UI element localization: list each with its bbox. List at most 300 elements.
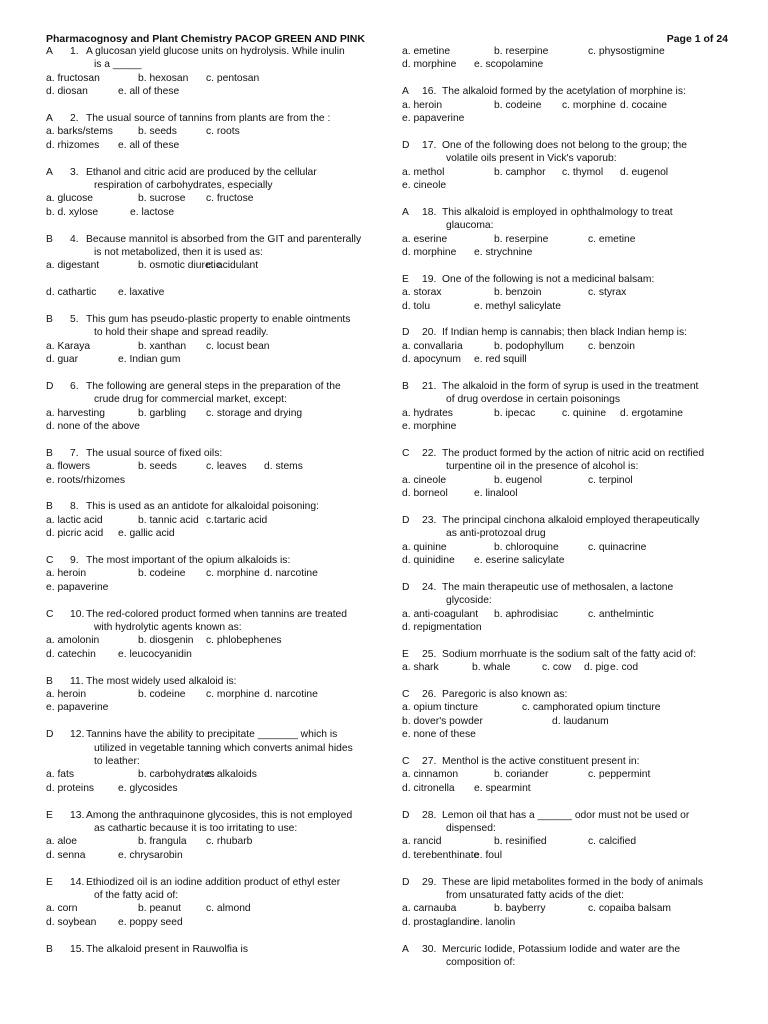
question-text: Paregoric is also known as: (442, 689, 568, 700)
question-text: composition of: (446, 956, 516, 968)
answer-option: b. resinified (494, 836, 547, 848)
answer-option: b. seeds (138, 126, 177, 138)
option-row (402, 179, 742, 192)
question-text: The alkaloid present in Rauwolfia is (86, 943, 248, 955)
answer-option: a. lactic acid (46, 514, 103, 526)
question-item (402, 85, 742, 125)
question-text: These are lipid metabolites formed in the body of animals (442, 876, 703, 888)
answer-option: d. citronella (402, 782, 455, 794)
option-row (402, 902, 742, 915)
answer-option: e. eserine salicylate (474, 555, 565, 567)
answer-option: a. emetine (402, 46, 451, 57)
option-row (402, 782, 742, 795)
question-number: 8. (70, 501, 79, 513)
answer-option: b. dover's powder (402, 715, 483, 727)
question-item (402, 581, 742, 635)
question-item (402, 206, 742, 260)
answer-option: b. osmotic diuretic (138, 260, 221, 272)
answer-option: a. storax (402, 287, 442, 299)
answer-option: a. shark (402, 662, 439, 674)
answer-option: d. guar (46, 354, 79, 366)
option-row (402, 715, 742, 728)
answer-option: c. thymol (562, 166, 604, 178)
question-item (402, 273, 742, 313)
option-row (402, 621, 742, 634)
option-row (402, 728, 742, 741)
answer-option: b. camphor (494, 166, 546, 178)
answer-option: c. morphine (562, 99, 616, 111)
answer-option: d. ergotamine (620, 407, 683, 419)
answer-option: d. rhizomes (46, 139, 100, 151)
answer-option: e. cineole (402, 179, 447, 191)
answer-option: e. foul (474, 849, 503, 861)
question-item (402, 648, 742, 675)
option-row (46, 514, 386, 527)
answer-key: A (402, 206, 409, 218)
answer-option: c. peppermint (588, 769, 651, 781)
answer-option: a. flowers (46, 461, 91, 473)
option-row (402, 768, 742, 781)
answer-key: D (46, 380, 54, 392)
answer-option: c. roots (206, 126, 240, 138)
answer-option: c. benzoin (588, 340, 635, 352)
question-number: 30. (422, 943, 437, 955)
question-number: 11. (70, 675, 84, 687)
answer-option: e. linalool (474, 488, 518, 500)
question-item (402, 688, 742, 742)
question-text: of the fatty acid of: (94, 889, 179, 901)
answer-key: E (402, 273, 409, 285)
answer-option: c. cow (542, 662, 572, 674)
question-text: Ethiodized oil is an iodine addition product of ethyl ester (86, 876, 341, 888)
answer-option: b. codeine (138, 568, 186, 580)
answer-option: e. papaverine (46, 581, 109, 593)
answer-option: b. hexosan (138, 72, 189, 84)
answer-option: c. quinine (562, 407, 607, 419)
option-row (46, 634, 386, 647)
option-row (46, 72, 386, 85)
question-text: Lemon oil that has a ______ odor must not be used or (442, 809, 690, 821)
option-row (402, 701, 742, 714)
question-number: 27. (422, 755, 437, 767)
answer-option: a. glucose (46, 193, 93, 205)
question-text: One of the following does not belong to the group; the (442, 139, 688, 151)
answer-option: d. catechin (46, 648, 96, 660)
answer-key: C (402, 689, 410, 700)
question-number: 9. (70, 555, 79, 567)
question-number: 24. (422, 581, 437, 593)
answer-option: b. benzoin (494, 287, 542, 299)
answer-option: a. rancid (402, 836, 442, 848)
question-text: The alkaloid formed by the acetylation of morphine is: (442, 86, 686, 98)
answer-option: a. fructosan (46, 72, 100, 84)
answer-option: e. strychnine (474, 246, 533, 258)
question-text: The most important of the opium alkaloids is: (86, 555, 291, 567)
left-column (46, 45, 386, 969)
option-row (46, 340, 386, 353)
answer-option: c. morphine (206, 568, 260, 580)
question-text: glycoside: (446, 595, 492, 607)
option-row (402, 916, 742, 929)
question-text: to leather: (94, 756, 140, 767)
question-item (46, 166, 386, 220)
answer-option: b. garbling (138, 407, 187, 419)
answer-option: b. podophyllum (494, 340, 564, 352)
answer-option: d. apocynum (402, 354, 461, 366)
answer-option: c. quinacrine (588, 541, 647, 553)
option-row (402, 340, 742, 353)
question-text: glaucoma: (446, 220, 494, 232)
question-item (46, 608, 386, 662)
answer-option: b. sucrose (138, 193, 186, 205)
option-row (46, 835, 386, 848)
question-text: to hold their shape and spread readily. (94, 327, 269, 339)
option-row (46, 527, 386, 540)
question-number: 14. (70, 876, 85, 888)
answer-option: e. leucocyanidin (118, 648, 192, 660)
answer-key: C (46, 555, 54, 567)
answer-option: b. codeine (494, 99, 542, 111)
answer-option: e. glycosides (118, 782, 178, 794)
answer-option: d. none of the above (46, 421, 140, 433)
option-row (46, 902, 386, 915)
question-text: The following are general steps in the preparation of the (86, 380, 341, 392)
answer-option: d. narcotine (264, 568, 318, 580)
answer-option: a. aloe (46, 836, 77, 848)
question-item (46, 675, 386, 715)
question-text: dispensed: (446, 822, 496, 834)
question-text: volatile oils present in Vick's vaporub: (446, 153, 617, 165)
option-row (402, 233, 742, 246)
question-text: is not metabolized, then it is used as: (94, 246, 263, 258)
answer-option: a. quinine (402, 541, 447, 553)
answer-option: c. emetine (588, 233, 636, 245)
question-item (402, 326, 742, 366)
question-number: 28. (422, 809, 437, 821)
answer-option: e. lactose (130, 206, 175, 218)
option-row (46, 916, 386, 929)
answer-option: c. physostigmine (588, 46, 665, 57)
question-item (46, 233, 386, 300)
question-item (402, 380, 742, 434)
answer-key: B (46, 233, 53, 245)
answer-key: B (46, 675, 53, 687)
answer-option: c. phlobephenes (206, 635, 282, 647)
question-number: 18. (422, 206, 437, 218)
answer-option: e. chrysarobin (118, 849, 183, 861)
option-row (402, 407, 742, 420)
question-text: The product formed by the action of nitric acid on rectified (442, 447, 705, 459)
answer-option: c. locust bean (206, 340, 270, 352)
question-text: Mercuric Iodide, Potassium Iodide and water are the (442, 943, 681, 955)
answer-option: a. methol (402, 166, 445, 178)
question-text: respiration of carbohydrates, especially (94, 179, 273, 191)
question-item (46, 809, 386, 863)
answer-option: a. hydrates (402, 407, 453, 419)
answer-option: b. xanthan (138, 340, 187, 352)
question-number: 21. (422, 380, 437, 392)
answer-key: A (46, 46, 53, 57)
answer-option: b. peanut (138, 903, 181, 915)
question-number: 7. (70, 447, 79, 459)
question-item (402, 45, 742, 72)
answer-key: B (402, 380, 409, 392)
option-row (46, 768, 386, 781)
question-item (402, 943, 742, 970)
answer-option: d. morphine (402, 59, 457, 71)
answer-option: d. senna (46, 849, 86, 861)
option-row (46, 688, 386, 701)
option-row (402, 45, 742, 58)
answer-option: d. stems (264, 461, 303, 473)
question-number: 5. (70, 313, 79, 325)
answer-key: E (46, 809, 53, 821)
question-item (46, 500, 386, 540)
answer-option: b. seeds (138, 461, 177, 473)
answer-option: c. copaiba balsam (588, 903, 671, 915)
answer-option: e. methyl salicylate (474, 300, 561, 312)
answer-option: e. papaverine (46, 702, 109, 714)
option-row (46, 782, 386, 795)
answer-key: E (402, 648, 409, 660)
option-row (402, 541, 742, 554)
answer-option: d. borneol (402, 488, 448, 500)
page-number: Page 1 of 24 (666, 33, 728, 45)
option-row (46, 85, 386, 98)
answer-option: a. opium tincture (402, 702, 479, 714)
answer-key: D (402, 514, 410, 526)
answer-key: C (46, 608, 54, 620)
option-row (46, 353, 386, 366)
question-text: Sodium morrhuate is the sodium salt of the fatty acid of: (442, 648, 697, 660)
question-number: 2. (70, 112, 79, 124)
answer-option: d. repigmentation (402, 622, 482, 634)
answer-option: c. camphorated opium tincture (522, 702, 661, 714)
question-item (402, 755, 742, 795)
question-text: This gum has pseudo-plastic property to enable ointments (86, 313, 351, 325)
question-text: The red-colored product formed when tannins are treated (86, 608, 348, 620)
answer-option: e. cod (610, 662, 639, 674)
option-row (402, 554, 742, 567)
question-item (46, 876, 386, 930)
answer-key: B (46, 943, 53, 955)
answer-option: b. reserpine (494, 46, 549, 57)
option-row (402, 166, 742, 179)
question-item (46, 554, 386, 594)
answer-option: b. diosgenin (138, 635, 194, 647)
question-item (402, 139, 742, 193)
option-row (46, 125, 386, 138)
answer-option: c. terpinol (588, 474, 633, 486)
answer-option: a. heroin (46, 568, 87, 580)
answer-option: b. frangula (138, 836, 187, 848)
question-text: as cathartic because it is too irritating to use: (94, 822, 298, 834)
question-number: 3. (70, 166, 79, 178)
question-text: Menthol is the active constituent present in: (442, 755, 640, 767)
answer-option: a. barks/stems (46, 126, 113, 138)
answer-option: e. scopolamine (474, 59, 544, 71)
answer-option: a. cinnamon (402, 769, 459, 781)
answer-option: c.tartaric acid (206, 514, 268, 526)
option-row (402, 246, 742, 259)
answer-key: B (46, 447, 53, 459)
question-text: The usual source of fixed oils: (86, 447, 223, 459)
answer-option: a. carnauba (402, 903, 457, 915)
answer-option: b. aphrodisiac (494, 608, 559, 620)
question-text: turpentine oil in the presence of alcohol is: (446, 461, 639, 473)
question-number: 20. (422, 327, 437, 339)
question-number: 29. (422, 876, 437, 888)
answer-option: c. almond (206, 903, 251, 915)
option-row (46, 648, 386, 661)
answer-option: a. convallaria (402, 340, 463, 352)
question-item (46, 447, 386, 487)
question-text: crude drug for commercial market, except: (94, 394, 287, 406)
answer-key: D (402, 809, 410, 821)
answer-option: a. amolonin (46, 635, 100, 647)
answer-option: c. anthelmintic (588, 608, 654, 620)
question-number: 10. (70, 608, 85, 620)
answer-option: e. red squill (474, 354, 527, 366)
answer-option: d. eugenol (620, 166, 669, 178)
answer-option: c. rhubarb (206, 836, 253, 848)
answer-key: B (46, 501, 53, 513)
answer-option: c. leaves (206, 461, 247, 473)
question-text: The alkaloid in the form of syrup is used in the treatment (442, 380, 699, 392)
option-row (46, 581, 386, 594)
answer-option: d. cocaine (620, 99, 667, 111)
option-row (46, 701, 386, 714)
answer-option: a. fats (46, 769, 75, 781)
answer-option: b. eugenol (494, 474, 543, 486)
answer-option: c. fructose (206, 193, 254, 205)
question-number: 23. (422, 514, 437, 526)
answer-option: e. lanolin (474, 916, 516, 928)
option-row (402, 661, 742, 674)
answer-option: c. storage and drying (206, 407, 303, 419)
option-row (46, 286, 386, 299)
answer-option: c. styrax (588, 287, 627, 299)
question-text: This alkaloid is employed in ophthalmology to treat (442, 206, 673, 218)
option-row (402, 849, 742, 862)
answer-key: D (402, 581, 410, 593)
answer-key: A (46, 166, 53, 178)
answer-option: b. d. xylose (46, 206, 99, 218)
question-text: This is used as an antidote for alkaloidal poisoning: (86, 501, 319, 513)
option-row (46, 849, 386, 862)
question-number: 22. (422, 447, 437, 459)
question-text: The principal cinchona alkaloid employed therapeutically (442, 514, 700, 526)
answer-key: C (402, 755, 410, 767)
answer-option: b. coriander (494, 769, 549, 781)
right-column (402, 45, 742, 983)
question-text: Among the anthraquinone glycosides, this is not employed (86, 809, 353, 821)
question-text: The usual source of tannins from plants are from the : (86, 112, 331, 124)
question-item (46, 728, 386, 795)
option-row (402, 835, 742, 848)
question-number: 4. (70, 233, 79, 245)
question-text: One of the following is not a medicinal balsam: (442, 273, 655, 285)
answer-option: b. tannic acid (138, 514, 199, 526)
answer-option: b. carbohydrates (138, 769, 215, 781)
question-number: 26. (422, 689, 437, 700)
option-row (402, 300, 742, 313)
answer-key: C (402, 447, 410, 459)
question-number: 6. (70, 380, 79, 392)
option-row (402, 487, 742, 500)
option-row (402, 420, 742, 433)
answer-key: A (46, 112, 53, 124)
answer-option: d. soybean (46, 916, 97, 928)
question-text: from unsaturated fatty acids of the diet: (446, 889, 625, 901)
option-row (402, 353, 742, 366)
question-number: 12. (70, 729, 85, 741)
answer-option: d. pig (584, 662, 610, 674)
option-row (46, 206, 386, 219)
option-row (46, 420, 386, 433)
answer-option: e. Indian gum (118, 354, 181, 366)
answer-option: d. picric acid (46, 528, 104, 540)
answer-option: d. diosan (46, 86, 88, 98)
question-number: 15. (70, 943, 85, 955)
answer-key: B (46, 313, 53, 325)
question-item (46, 943, 386, 956)
option-row (402, 112, 742, 125)
option-row (46, 407, 386, 420)
answer-option: b. ipecac (494, 407, 536, 419)
answer-option: a. corn (46, 903, 78, 915)
document-title: Pharmacognosy and Plant Chemistry PACOP GREEN AND PINK (46, 33, 365, 45)
answer-option: d. proteins (46, 782, 95, 794)
answer-option: b. chloroquine (494, 541, 559, 553)
question-item (402, 514, 742, 568)
answer-option: b. codeine (138, 689, 186, 701)
answer-option: e. none of these (402, 729, 476, 741)
question-text: The main therapeutic use of methosalen, a lactone (442, 581, 674, 593)
option-row (46, 139, 386, 152)
answer-option: d. narcotine (264, 689, 318, 701)
answer-option: d. morphine (402, 246, 457, 258)
answer-option: e. poppy seed (118, 916, 183, 928)
option-row (402, 608, 742, 621)
option-row (402, 99, 742, 112)
question-number: 1. (70, 46, 79, 57)
question-item (46, 112, 386, 152)
answer-key: E (46, 876, 53, 888)
question-item (46, 313, 386, 367)
answer-option: c. calcified (588, 836, 637, 848)
answer-option: d. tolu (402, 300, 431, 312)
answer-option: b. reserpine (494, 233, 549, 245)
question-item (46, 380, 386, 434)
option-row (46, 259, 386, 272)
answer-option: d. terebenthinate (402, 849, 480, 861)
answer-option: a. digestant (46, 260, 100, 272)
answer-option: a. eserine (402, 233, 448, 245)
answer-option: e. laxative (118, 287, 165, 299)
question-text: Tannins have the ability to precipitate _______ which is (86, 729, 338, 741)
question-number: 17. (422, 139, 437, 151)
question-text: Ethanol and citric acid are produced by the cellular (86, 166, 317, 178)
answer-option: e. all of these (118, 139, 180, 151)
answer-option: a. heroin (46, 689, 87, 701)
answer-option: a. anti-coagulant (402, 608, 479, 620)
answer-option: e. spearmint (474, 782, 531, 794)
answer-option: a. harvesting (46, 407, 105, 419)
answer-option: e. all of these (118, 86, 180, 98)
question-number: 19. (422, 273, 437, 285)
question-item (402, 809, 742, 863)
